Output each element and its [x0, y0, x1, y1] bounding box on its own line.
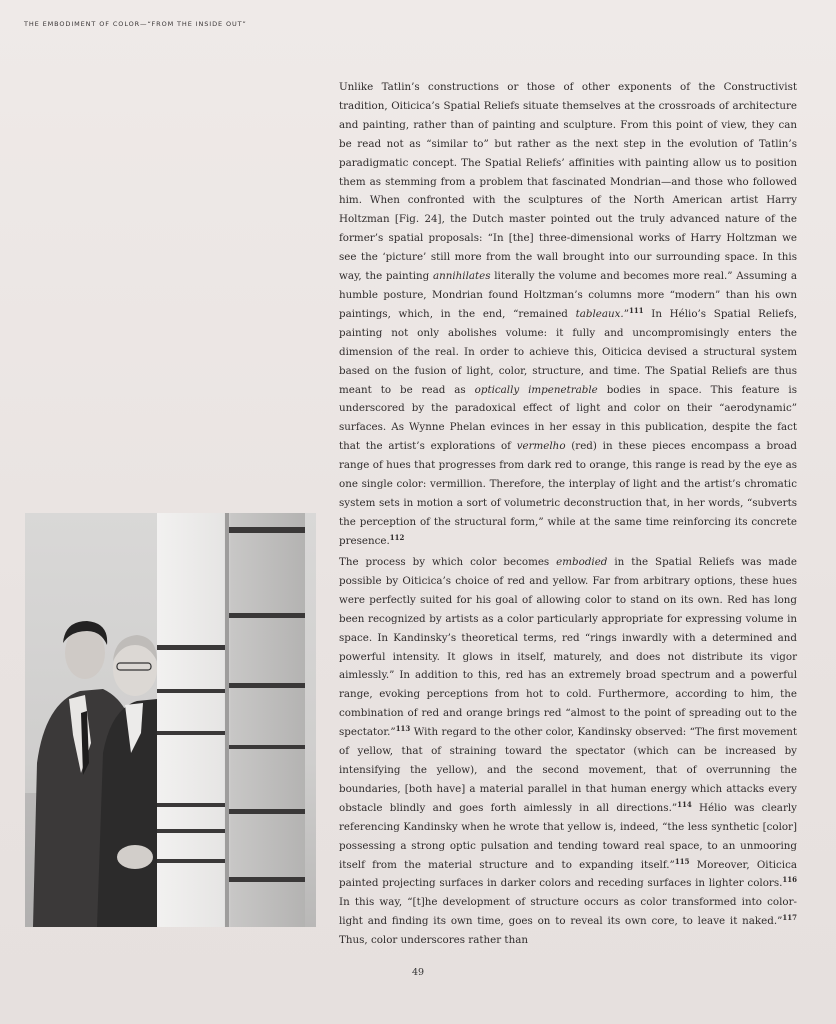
running-head: THE EMBODIMENT OF COLOR—“FROM THE INSIDE OUT”: [24, 20, 247, 28]
footnote-ref: 115: [674, 856, 690, 866]
text-run: literally the volume and becomes more real.” Assuming a humble posture, Mondrian found Holtzman’s columns more “modern” than his own paintings, which, in the end, “remained: [339, 270, 798, 320]
text-run: Thus, color underscores rather than: [339, 934, 528, 947]
text-run: In this way, “[t]he development of structure occurs as color transformed into color-light and finding its own time, goes on to reveal its own core, to leave it naked.”: [339, 896, 797, 928]
text-run: Unlike Tatlin’s constructions or those of other exponents of the Constructivist tradition, Oiticica’s Spatial Reliefs situate themselves at the crossroads of architecture and painting, rather than of painting and sculpture. From this point of view, they can be read not as “similar to” but rather as the next step in the evolution of Tatlin’s paradigmatic concept. The Spatial Reliefs’ affinities with painting allow us to position them as stemming from a problem that fascinated Mondrian—and those who followed him. When confronted with the sculptures of the North American artist Harry Holtzman [Fig. 24], the Dutch master pointed out the truly advanced nature of the former’s spatial proposals: “In [the] three-dimensional works of Harry Holtzman we see the ‘picture’ still more from the wall brought into our surrounding space. In this way, the painting: [339, 81, 797, 283]
footnote-ref: 111: [628, 305, 644, 315]
text-run: bodies in space. This feature is underscored by the paradoxical effect of light and color on their “aerodynamic” surfaces. As Wynne Phelan evinces in her essay in this publication, despite the fact that the artist’s explorations of: [339, 383, 798, 453]
text-run: The process by which color becomes: [339, 556, 557, 568]
text-run: In Hélio’s Spatial Reliefs, painting not only abolishes volume: it fully and uncompromisingly enters the dimension of the real. In order to achieve this, Oiticica devised a structural system based on the fusion of light, color, structure, and time. The Spatial Reliefs are thus meant to be read as: [339, 307, 798, 396]
italic-term: annihilates: [432, 270, 491, 283]
paragraph-text: [339, 78, 797, 551]
footnote-ref: 112: [389, 532, 405, 542]
text-run: (red) in these pieces encompass a broad range of hues that progresses from dark red to orange, this range is read by the eye as one single color: vermillion. Therefore, the interplay of light and the artist’s chromatic system sets in motion a sort of volumetric deconstruction that, in her words, “subverts the perception of the structural form,” while at the same time reinforcing its concrete presence.: [339, 440, 797, 547]
footnote-ref: 114: [677, 799, 692, 809]
text-run: Moreover, Oiticica painted projecting surfaces in darker colors and receding surfaces in lighter colors.: [339, 858, 797, 890]
photo-holtzman-mondrian: [25, 513, 316, 927]
footnote-ref: 113: [395, 724, 411, 734]
italic-term: vermelho: [516, 440, 566, 453]
footnote-ref: 116: [782, 875, 797, 885]
italic-term: optically impenetrable: [474, 383, 598, 396]
paragraph-text: [339, 553, 797, 950]
footnote-ref: 117: [782, 913, 797, 923]
body-paragraph-1: [339, 78, 797, 551]
text-run: ”: [623, 307, 629, 320]
text-run: in the Spatial Reliefs was made possible by Oiticica’s choice of red and yellow. Far from arbitrary options, these hues were perfectly suited for his goal of allowing color to stand on its own. Red has long been recognized by artists as a color particularly appropriate for expressing volume in space. In Kandinsky’s theoretical terms, red “rings inwardly with a determined and powerful intensity. It glows in itself, maturely, and does not distribute its vigor aimlessly.” In addition to this, red has an extremely broad spectrum and a powerful range, evoking perceptions from hot to cold. Furthermore, according to him, the combination of red and orange brings red “almost to the point of spreading out to the spectator.”: [339, 556, 797, 739]
page-number: 49: [411, 967, 425, 978]
italic-term: tableaux.: [575, 307, 624, 320]
text-run: Hélio was clearly referencing Kandinsky when he wrote that yellow is, indeed, “the less synthetic [color] possessing a strong optic pulsation and tending toward real space, to an unmooring itself from the material structure and to expanding itself.”: [339, 801, 797, 871]
italic-term: embodied: [556, 556, 608, 568]
body-paragraph-2: [339, 553, 797, 950]
text-run: With regard to the other color, Kandinsky observed: “The first movement of yellow, that of straining toward the spectator (which can be increased by intensifying the yellow), and the second movement, that of overrunning the boundaries, [both have] a material parallel in that human energy which attacks every obstacle blindly and goes forth aimlessly in all directions.”: [339, 726, 797, 814]
